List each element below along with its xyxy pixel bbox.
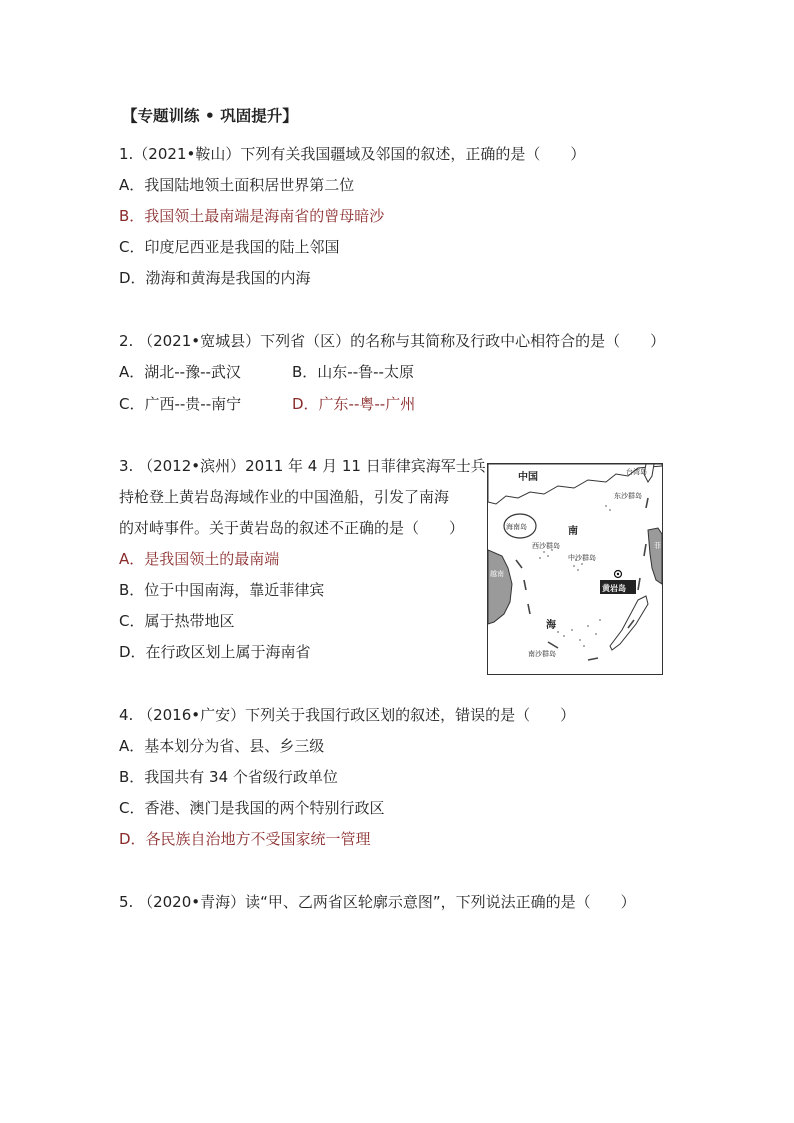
- map-label-yue: 越南: [490, 570, 504, 578]
- map-label-zhongsha: 中沙群岛: [568, 554, 596, 562]
- map-label-hainan: 海南岛: [506, 523, 527, 531]
- question-2-option-a: A．湖北--豫--武汉: [119, 363, 241, 381]
- question-4-option-b: B．我国共有 34 个省级行政单位: [119, 768, 338, 786]
- question-3-stem-line-1: 3. （2012•滨州）2011 年 4 月 11 日菲律宾海军士兵: [119, 457, 486, 475]
- question-1-option-c: C．印度尼西亚是我国的陆上邻国: [119, 238, 340, 256]
- philippines-luzon: [648, 528, 662, 584]
- question-1-option-d: D．渤海和黄海是我国的内海: [119, 269, 311, 287]
- question-3-stem-line-2: 持枪登上黄岩岛海域作业的中国渔船，引发了南海: [119, 488, 450, 506]
- question-4-stem: 4. （2016•广安）下列关于我国行政区划的叙述，错误的是（ ）: [119, 706, 576, 724]
- map-label-hai: 海: [546, 620, 556, 631]
- map-label-dongsha: 东沙群岛: [614, 492, 642, 500]
- section-title: 【专题训练 • 巩固提升】: [122, 107, 298, 125]
- question-3-option-c: C．属于热带地区: [119, 612, 235, 630]
- map-label-taiwan: 台湾岛: [626, 468, 647, 476]
- question-3-stem-line-3: 的对峙事件。关于黄岩岛的叙述不正确的是（ ）: [119, 519, 465, 537]
- map-label-nansha: 南沙群岛: [528, 650, 556, 658]
- map-label-china: 中国: [518, 472, 538, 483]
- question-2-option-d: D．广东--粤--广州: [292, 395, 416, 413]
- question-3-option-d: D．在行政区划上属于海南省: [119, 643, 311, 661]
- question-4-option-d: D．各民族自治地方不受国家统一管理: [119, 830, 371, 848]
- question-1-option-a: A．我国陆地领土面积居世界第二位: [119, 176, 355, 194]
- map-label-xisha: 西沙群岛: [532, 542, 560, 550]
- question-4-option-a: A．基本划分为省、县、乡三级: [119, 737, 325, 755]
- question-2-stem: 2. （2021•宽城县）下列省（区）的名称与其简称及行政中心相符合的是（ ）: [119, 332, 666, 350]
- question-3-option-b: B．位于中国南海，靠近菲律宾: [119, 581, 325, 599]
- map-label-huangyan: 黄岩岛: [602, 584, 626, 593]
- philippines-palawan: [610, 596, 648, 650]
- question-5-stem: 5. （2020•青海）读“甲、乙两省区轮廓示意图”，下列说法正确的是（ ）: [119, 893, 636, 911]
- question-2-option-b: B．山东--鲁--太原: [292, 363, 414, 381]
- question-2-option-c: C．广西--贵--南宁: [119, 395, 242, 413]
- vietnam-coast: [488, 550, 512, 624]
- question-1-option-b: B．我国领土最南端是海南省的曾母暗沙: [119, 207, 385, 225]
- question-3-option-a: A．是我国领土的最南端: [119, 550, 280, 568]
- map-label-fei: 菲: [654, 542, 661, 550]
- map-label-nan: 南: [568, 526, 578, 537]
- question-4-option-c: C．香港、澳门是我国的两个特别行政区: [119, 799, 385, 817]
- south-china-sea-map: [487, 463, 663, 675]
- question-1-stem: 1.（2021•鞍山）下列有关我国疆域及邻国的叙述，正确的是（ ）: [119, 145, 586, 163]
